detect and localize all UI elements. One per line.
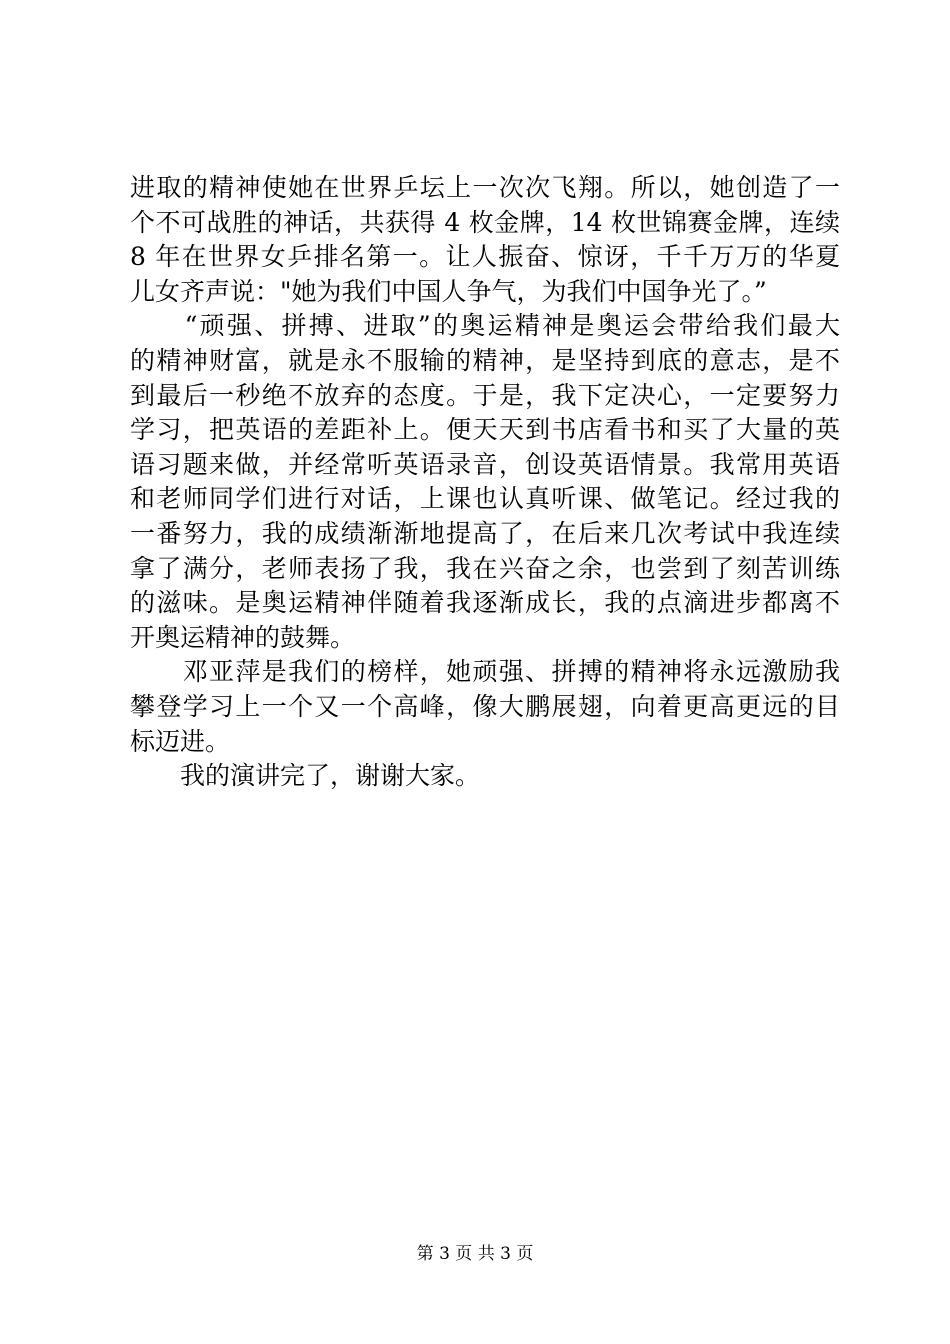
text-line: 和老师同学们进行对话，上课也认真听课、做笔记。经过我的 (130, 484, 840, 514)
text-line: 个不可战胜的神话，共获得 4 枚金牌，14 枚世锦赛金牌，连续 (130, 207, 840, 237)
text-line: 到最后一秒绝不放弃的态度。于是，我下定决心，一定要努力 (130, 380, 840, 410)
text-line: 标迈进。 (130, 726, 231, 756)
text-line: 儿女齐声说："她为我们中国人争气，为我们中国争光了。” (130, 276, 767, 306)
text-line: “顽强、拼搏、进取”的奥运精神是奥运会带给我们最大 (130, 311, 840, 341)
page-footer: 第 3 页 共 3 页 (416, 1244, 534, 1264)
text-line: 开奥运精神的鼓舞。 (130, 622, 356, 652)
text-line: 我的演讲完了，谢谢大家。 (130, 761, 481, 791)
text-line: 邓亚萍是我们的榜样，她顽强、拼搏的精神将永远激励我 (130, 657, 840, 687)
text-line: 学习，把英语的差距补上。便天天到书店看书和买了大量的英 (130, 415, 840, 445)
document-body (130, 171, 840, 794)
text-line: 拿了满分，老师表扬了我，我在兴奋之余，也尝到了刻苦训练 (130, 553, 840, 583)
text-line: 语习题来做，并经常听英语录音，创设英语情景。我常用英语 (130, 449, 840, 479)
text-line: 的滋味。是奥运精神伴随着我逐渐成长，我的点滴进步都离不 (130, 588, 840, 618)
text-line: 一番努力，我的成绩渐渐地提高了，在后来几次考试中我连续 (130, 518, 840, 548)
text-line: 攀登学习上一个又一个高峰，像大鹏展翅，向着更高更远的目 (130, 691, 840, 721)
text-line: 的精神财富，就是永不服输的精神，是坚持到底的意志，是不 (130, 345, 840, 375)
text-line: 8 年在世界女乒排名第一。让人振奋、惊讶，千千万万的华夏 (130, 242, 840, 272)
text-line: 进取的精神使她在世界乒坛上一次次飞翔。所以，她创造了一 (130, 173, 840, 202)
